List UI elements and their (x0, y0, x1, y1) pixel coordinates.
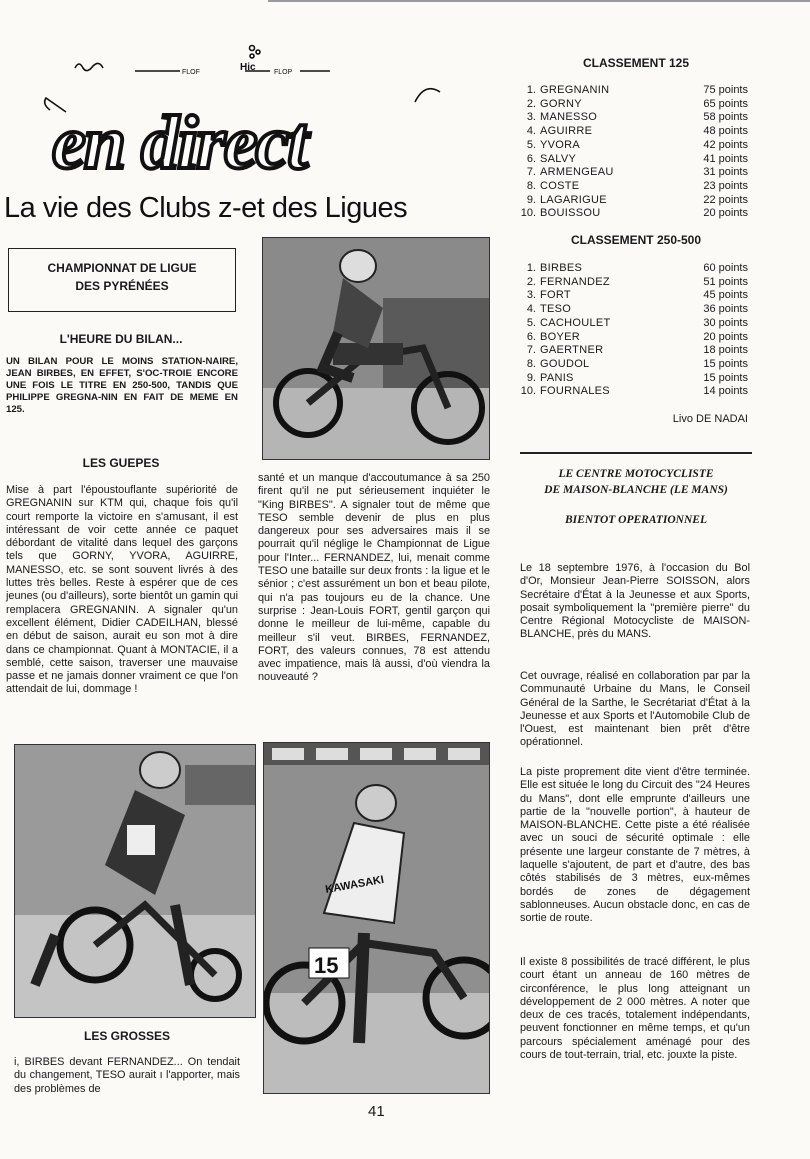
signature: Livo DE NADAI (672, 413, 748, 425)
ranking-name: FOURNALES (540, 385, 610, 398)
ranking-points: 30 points (703, 316, 748, 329)
ranking-row (520, 125, 748, 139)
ranking-name: GAERTNER (540, 344, 604, 357)
ranking-row (520, 207, 748, 221)
ranking-position: 1. (526, 262, 536, 274)
ranking-points: 23 points (703, 179, 748, 192)
ranking-position: 4. (526, 303, 536, 316)
ranking-points: 18 points (703, 344, 748, 357)
ranking-row (520, 180, 748, 194)
ranking-rider (520, 358, 589, 372)
ranking-name: MANESSO (540, 111, 598, 124)
ranking-points: 48 points (703, 125, 748, 138)
ranking-rider (520, 125, 592, 139)
ranking-points: 31 points (703, 166, 748, 179)
ranking-points: 51 points (703, 275, 748, 288)
ranking-position: 6. (526, 330, 536, 343)
centre-paragraph-1: Le 18 septembre 1976, à l'occasion du Bol d'Or, Monsieur Jean-Pierre SOISSON, alors Secrétaire d'État à la Jeunesse et aux Sports, posait symboliquement la "première pierre" du Centre Régional Motocycliste de MAISON-BLANCHE, près du MANS. (520, 562, 750, 641)
ranking-row (520, 194, 748, 208)
ranking-name: PANIS (540, 371, 574, 384)
ranking-row (520, 276, 748, 290)
top-rule (268, 0, 810, 2)
ranking-name: AGUIRRE (540, 125, 593, 138)
photo-jersey-text: KAWASAKI (324, 873, 385, 896)
ranking-row (520, 262, 748, 276)
ranking-name: ARMENGEAU (540, 166, 614, 179)
ranking-points: 36 points (703, 303, 748, 316)
ranking-row (520, 84, 748, 98)
ranking-position: 2. (526, 97, 536, 110)
ranking-row (520, 372, 748, 386)
classement-250-title: CLASSEMENT 250-500 (570, 233, 702, 247)
championship-line1: CHAMPIONNAT DE LIGUE (47, 261, 197, 275)
ranking-rider (520, 166, 614, 180)
classement-125-table (520, 84, 748, 221)
ranking-rider (520, 289, 571, 303)
ranking-points: 15 points (703, 371, 748, 384)
ranking-row (520, 344, 748, 358)
bilan-lead: UN BILAN POUR LE MOINS STATION-NAIRE, JEAN BIRBES, EN EFFET, S'OC-TROIE ENCORE UNE FOIS LE TITRE EN 250-500, TANDIS QUE PHILIPPE GREGNA-NIN EN FAIT DE MEME EN 125. (6, 356, 238, 415)
ranking-position: 2. (526, 275, 536, 288)
ranking-rider (520, 207, 600, 221)
ranking-name: GREGNANIN (540, 84, 610, 96)
ranking-rider (520, 139, 580, 153)
photo-rider-number-15 (263, 742, 490, 1094)
ranking-points: 42 points (703, 138, 748, 151)
ranking-points: 22 points (703, 193, 748, 206)
ranking-position: 8. (526, 179, 536, 192)
ranking-points: 45 points (703, 289, 748, 302)
ranking-name: CACHOULET (540, 316, 611, 329)
ranking-position: 8. (526, 357, 536, 370)
doodle-text-hic: Hic (240, 62, 256, 73)
ranking-points: 15 points (703, 357, 748, 370)
ranking-row (520, 358, 748, 372)
ranking-position: 6. (526, 152, 536, 165)
ranking-rider (520, 303, 571, 317)
classement-125-title: CLASSEMENT 125 (582, 56, 690, 70)
ranking-row (520, 303, 748, 317)
section-divider (520, 452, 752, 454)
ranking-position: 10. (520, 385, 536, 398)
ranking-name: BOUISSOU (540, 207, 601, 220)
ranking-points: 41 points (703, 152, 748, 165)
centre-paragraph-3: La piste proprement dite vient d'être terminée. Elle est située le long du Circuit des "24 Heures du Mans", dont elle emprunte d'ailleurs une partie de la "nouvelle portion", à hauteur de MAISON-BLANCHE. Cette piste a été réalisée avec un souci de sécurité optimale : elle présente une largeur constante de 7 mètres, à laquelle s'ajoutent, de part et d'autre, des bas côtés stabilisés de 3 mètres, eux-mêmes bordés de zones de dégagement sablonneuses. Aucun obstacle donc, en cas de sortie de route. (520, 766, 750, 925)
bilan-heading: L'HEURE DU BILAN... (59, 332, 183, 346)
ranking-row (520, 317, 748, 331)
ranking-name: BIRBES (540, 262, 583, 274)
centre-paragraph-2: Cet ouvrage, réalisé en collaboration par par la Communauté Urbaine du Mans, le Conseil Général de la Sarthe, le Secrétariat d'État à la Jeunesse et aux Sports et l'Automobile Club de l'Ouest, est maintenant bien prêt d'être opérationnel. (520, 670, 750, 749)
ranking-row (520, 166, 748, 180)
ranking-name: YVORA (540, 138, 581, 151)
ranking-name: BOYER (540, 330, 581, 343)
ranking-name: TESO (540, 303, 572, 316)
ranking-rider (520, 276, 610, 290)
ranking-position: 3. (526, 289, 536, 302)
ranking-row (520, 98, 748, 112)
ranking-name: FERNANDEZ (540, 275, 610, 288)
centre-title-line1: LE CENTRE MOTOCYCLISTE (558, 468, 714, 480)
grosses-heading: LES GROSSES (83, 1029, 171, 1043)
ranking-name: FORT (540, 289, 571, 302)
ranking-position: 1. (526, 84, 536, 96)
ranking-position: 10. (520, 207, 536, 220)
ranking-rider (520, 153, 576, 167)
ranking-points: 20 points (703, 330, 748, 343)
en-direct-logo (30, 40, 470, 190)
photo-rider-wheelie (262, 237, 490, 460)
centre-paragraph-4: Il existe 8 possibilités de tracé différent, le plus court étant un anneau de 160 mètres de circonférence, le plus long atteignant un développement de 2 000 mètres. A noter que deux de ces tracés, totalement indépendants, peuvent fonctionner en même temps, et qu'un parcours spécialement aménagé pour des cours de tout-terrain, trial, etc. jouxte la piste. (520, 956, 750, 1062)
ranking-rider (520, 331, 580, 345)
ranking-position: 9. (526, 371, 536, 384)
ranking-position: 4. (526, 125, 536, 138)
ranking-points: 58 points (703, 111, 748, 124)
ranking-row (520, 153, 748, 167)
ranking-row (520, 385, 748, 399)
page-title: La vie des Clubs z-et des Ligues (4, 192, 408, 224)
ranking-position: 7. (526, 166, 536, 179)
ranking-position: 3. (526, 111, 536, 124)
ranking-position: 5. (526, 138, 536, 151)
doodle-text-flof: FLOF (182, 69, 200, 76)
centre-subtitle: BIENTOT OPERATIONNEL (565, 514, 707, 526)
ranking-name: GORNY (540, 97, 582, 110)
classement-250-table (520, 262, 748, 399)
ranking-rider (520, 262, 582, 276)
ranking-rider (520, 372, 574, 386)
doodle-text-flop: FLOP (274, 69, 293, 76)
ranking-name: COSTE (540, 179, 580, 192)
middle-col-text: santé et un manque d'accoutumance à sa 250 firent qu'il ne put sérieusement inquiéter le "King BIRBES". A signaler tout de même que TESO semble devenir de plus en plus dangereux pour ses adversaires mais il se pourrait qu'il néglige le Championnat de Ligue pour l'Inter... FERNANDEZ, lui, menait comme TESO une bataille sur deux fronts : la ligue et le sénior ; c'est assurément un bon et beau pilote, qui n'a pas toujours eu de la chance. Une surprise : Jean-Louis FORT, gentil garçon qui donne le meilleur de lui-même, capable du meilleur s'il veut. BIRBES, FERNANDEZ, FORT, des valeurs connues, 78 est attendu avec impatience, mais là aussi, d'où viendra la nouveauté ? (258, 472, 490, 684)
ranking-rider (520, 317, 611, 331)
ranking-rider (520, 344, 603, 358)
ranking-row (520, 111, 748, 125)
centre-title-line2: DE MAISON-BLANCHE (LE MANS) (544, 484, 728, 496)
championship-line2: DES PYRÉNÉES (75, 279, 169, 293)
ranking-rider (520, 111, 597, 125)
ranking-rider (520, 98, 582, 112)
ranking-position: 7. (526, 344, 536, 357)
ranking-rider (520, 194, 607, 208)
photo-bike-number: 15 (314, 953, 339, 978)
ranking-position: 9. (526, 193, 536, 206)
guepes-text: Mise à part l'époustouflante supériorité de GREGNANIN sur KTM qui, chaque fois qu'il court remporte la victoire en s'amusant, il est intéressant de voir cette année ce paquet débordant de vitalité dans lequel des garçons tels que GORNY, YVORA, AGUIRRE, MANESSO, etc. se sont souvent livrés à des luttes très belles. Reste à espérer que de ces jeunes (ou d'ailleurs), sorte bientôt un gamin qui remplacera GREGNANIN. A signaler qu'un excellent élément, Didier CADEILHAN, blessé en début de saison, aurait eu son mot à dire dans ce championnat. Quant à MONTACIE, il a semblé, cette saison, traverser une mauvaise passe et ne jamais donner vraiment ce que l'on attendait de lui, dommage ! (6, 484, 238, 696)
ranking-points: 75 points (703, 84, 748, 96)
ranking-points: 14 points (703, 385, 748, 398)
page-number: 41 (368, 1103, 385, 1120)
ranking-row (520, 289, 748, 303)
ranking-name: SALVY (540, 152, 577, 165)
guepes-heading: LES GUEPES (82, 456, 160, 470)
ranking-row (520, 139, 748, 153)
logo-text: en direct (52, 101, 307, 185)
ranking-rider (520, 385, 610, 399)
ranking-points: 20 points (703, 207, 748, 220)
ranking-points: 65 points (703, 97, 748, 110)
grosses-text: i, BIRBES devant FERNANDEZ... On tendait du changement, TESO aurait ı l'apporter, mais des problèmes de (14, 1056, 240, 1095)
ranking-points: 60 points (703, 262, 748, 274)
ranking-rider (520, 84, 609, 98)
photo-rider-number-1 (14, 744, 256, 1018)
ranking-row (520, 331, 748, 345)
ranking-name: LAGARIGUE (540, 193, 607, 206)
championship-box (8, 248, 236, 312)
ranking-rider (520, 180, 579, 194)
ranking-name: GOUDOL (540, 357, 590, 370)
ranking-position: 5. (526, 316, 536, 329)
